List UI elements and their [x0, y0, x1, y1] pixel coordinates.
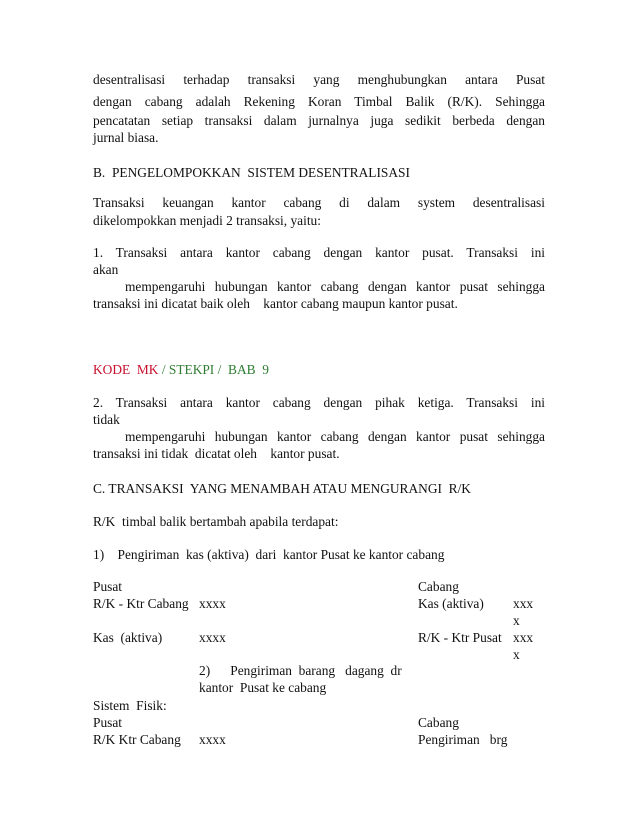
list-item-line: 2. Transaksi antara kantor cabang dengan pihak ketiga. Transaksi ini: [93, 395, 545, 410]
list-item-line: 2) Pengiriman barang dagang dr: [199, 663, 402, 678]
paragraph-line: pencatatan setiap transaksi dalam jurnalnya juga sedikit berbeda dengan: [93, 113, 545, 128]
journal-entry-amount-wrap: x: [513, 647, 520, 662]
journal-entry-amount: xxx: [513, 630, 534, 645]
list-item-line: mempengaruhi hubungan kantor cabang dengan kantor pusat sehingga: [125, 279, 545, 294]
paragraph-line: Transaksi keuangan kantor cabang di dalam system desentralisasi: [93, 195, 545, 210]
journal-entry-amount: xxxx: [199, 732, 226, 747]
journal-entry-amount-wrap: x: [513, 613, 520, 628]
code-rest: / STEKPI / BAB 9: [158, 362, 269, 377]
journal-pusat-label: Pusat: [93, 715, 123, 730]
journal-entry-amount: xxx: [513, 596, 534, 611]
journal-entry-account: Kas (aktiva): [93, 630, 163, 645]
journal-entry-amount: xxxx: [199, 596, 226, 611]
list-item-line: 1) Pengiriman kas (aktiva) dari kantor Pusat ke kantor cabang: [93, 547, 445, 562]
list-item-line: transaksi ini tidak dicatat oleh kantor pusat.: [93, 446, 340, 461]
list-item-line: tidak: [93, 412, 120, 427]
list-item-line: mempengaruhi hubungan kantor cabang dengan kantor pusat sehingga: [125, 429, 545, 444]
list-item-line: 1. Transaksi antara kantor cabang dengan kantor pusat. Transaksi ini: [93, 245, 545, 260]
paragraph-line: dikelompokkan menjadi 2 transaksi, yaitu:: [93, 213, 321, 228]
journal-entry-account: R/K - Ktr Pusat: [418, 630, 502, 645]
journal-entry-account: R/K Ktr Cabang: [93, 732, 181, 747]
paragraph-line: desentralisasi terhadap transaksi yang menghubungkan antara Pusat: [93, 72, 545, 87]
paragraph-line: jurnal biasa.: [93, 130, 159, 145]
journal-cabang-label: Cabang: [418, 579, 459, 594]
code-line: [93, 362, 269, 378]
journal-entry-account: Kas (aktiva): [418, 596, 484, 611]
journal-entry-account: R/K - Ktr Cabang: [93, 596, 189, 611]
code-kode: KODE MK: [93, 362, 159, 377]
journal-pusat-label: Pusat: [93, 579, 123, 594]
list-item-line: kantor Pusat ke cabang: [199, 680, 327, 695]
journal-cabang-label: Cabang: [418, 715, 459, 730]
list-item-line: transaksi ini dicatat baik oleh kantor cabang maupun kantor pusat.: [93, 296, 458, 311]
paragraph-line: R/K timbal balik bertambah apabila terdapat:: [93, 514, 339, 529]
journal-entry-account: Pengiriman brg: [418, 732, 508, 747]
subheading: Sistem Fisik:: [93, 698, 167, 713]
section-heading: C. TRANSAKSI YANG MENAMBAH ATAU MENGURANGI R/K: [93, 481, 471, 496]
list-item-line: akan: [93, 262, 119, 277]
section-heading: B. PENGELOMPOKKAN SISTEM DESENTRALISASI: [93, 165, 410, 180]
paragraph-line: dengan cabang adalah Rekening Koran Timbal Balik (R/K). Sehingga: [93, 94, 545, 109]
journal-entry-amount: xxxx: [199, 630, 226, 645]
